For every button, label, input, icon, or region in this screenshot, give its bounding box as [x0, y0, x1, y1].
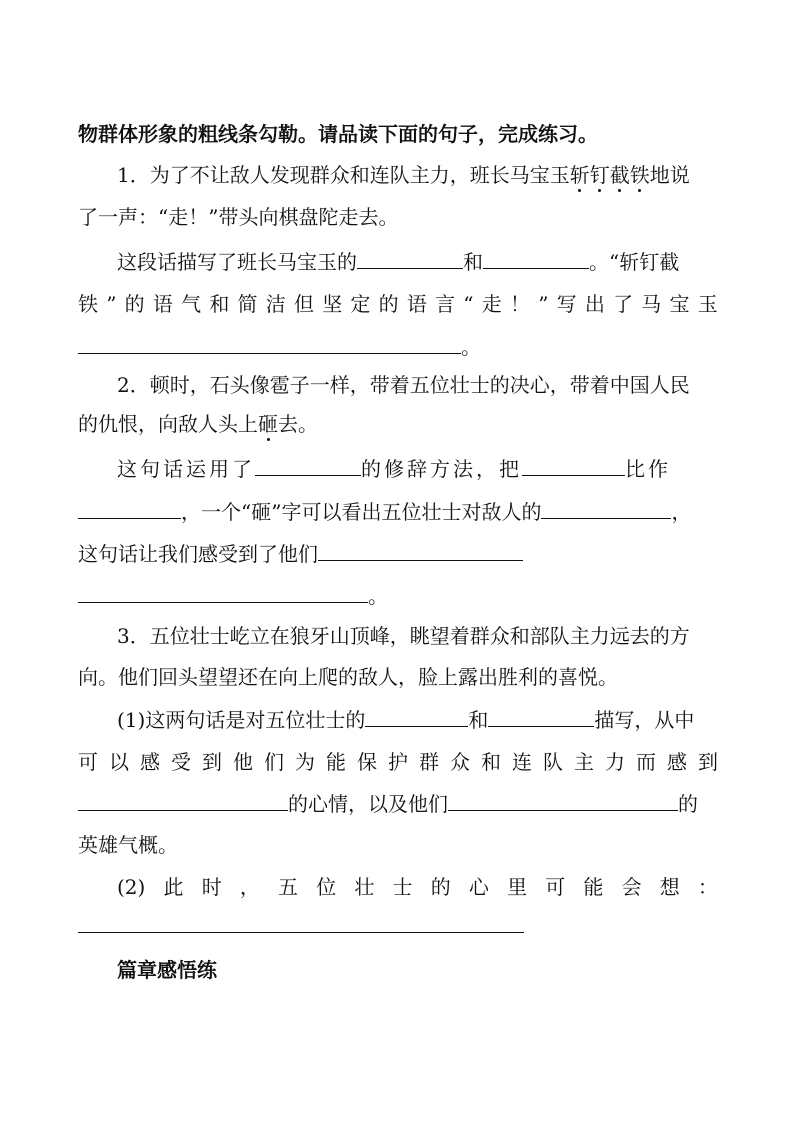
q3-line1: 3．五位壮士屹立在狼牙山顶峰，眺望着群众和部队主力远去的方 — [117, 624, 690, 648]
exercise-text: 这段话描写了班长马宝玉的 — [117, 250, 357, 274]
char: 但 — [293, 292, 314, 316]
char: 坚 — [322, 292, 343, 316]
exercise-text: 。 — [461, 335, 481, 359]
char: 力 — [605, 750, 625, 774]
char: 位 — [316, 875, 337, 899]
answer-blank[interactable] — [522, 457, 625, 476]
char: 受 — [171, 750, 191, 774]
char: 而 — [636, 750, 656, 774]
emphasis-char: 铁 — [629, 163, 650, 187]
char: 想 — [659, 875, 680, 899]
char: 洁 — [265, 292, 286, 316]
q2-exercise-line2 — [78, 498, 691, 526]
exercise-text: 这句话让我们感受到了他们 — [78, 542, 318, 566]
exercise-text: 。“斩钉截 — [589, 250, 680, 274]
char: 走 — [481, 292, 502, 316]
exercise-text: ，一个“砸”字可以看出五位壮士对敌人的 — [181, 500, 542, 524]
char: 言 — [435, 292, 456, 316]
q2-line1: 2．顿时，石头像雹子一样，带着五位壮士的决心，带着中国人民 — [117, 373, 690, 397]
answer-blank[interactable] — [365, 708, 468, 727]
char: 他 — [233, 750, 253, 774]
char: 感 — [667, 750, 687, 774]
char: ！ — [509, 292, 530, 316]
char: 为 — [295, 750, 315, 774]
char: 会 — [621, 875, 642, 899]
char: 以 — [109, 750, 129, 774]
char: 到 — [202, 750, 222, 774]
q3-part1-line3 — [78, 790, 698, 818]
char: ” — [106, 292, 117, 316]
q1-exercise-line3 — [78, 333, 481, 361]
char: 了 — [613, 292, 634, 316]
char: ， — [239, 875, 260, 899]
q1-line1-pre: 1．为了不让敌人发现群众和连队主力，班长马宝玉 — [117, 163, 570, 187]
char: 语 — [152, 292, 173, 316]
exercise-text: 这句话运用了 — [117, 457, 255, 481]
char: “ — [463, 292, 474, 316]
answer-blank[interactable] — [483, 250, 589, 269]
char: 和 — [481, 750, 501, 774]
char: 定 — [350, 292, 371, 316]
intro-text: 物群体形象的粗线条勾勒。请品读下面的句子，完成练习。 — [78, 122, 598, 146]
exercise-text: 的心情，以及他们 — [288, 792, 448, 816]
char: 众 — [450, 750, 470, 774]
q1-line1 — [117, 161, 690, 189]
q3-part1-line4: 英雄气概。 — [78, 833, 178, 857]
char: 的 — [378, 292, 399, 316]
char: 能 — [583, 875, 604, 899]
exercise-text: 描写，从中 — [594, 708, 695, 732]
char: 队 — [543, 750, 563, 774]
char: 到 — [698, 750, 718, 774]
char: 气 — [181, 292, 202, 316]
char: ： — [697, 875, 718, 899]
exercise-text: 的修辞方法，把 — [361, 457, 522, 481]
char: 马 — [641, 292, 662, 316]
exercise-text: 和 — [463, 250, 483, 274]
answer-blank[interactable] — [357, 250, 463, 269]
exercise-text: 。 — [368, 584, 388, 608]
exercise-text: ， — [671, 500, 692, 524]
char: 连 — [512, 750, 532, 774]
q3-part1-line1 — [117, 706, 694, 734]
char: 能 — [326, 750, 346, 774]
answer-blank[interactable] — [318, 542, 523, 561]
emphasis-char: 砸 — [258, 412, 278, 436]
section-heading: 篇章感悟练 — [117, 958, 217, 982]
char: 士 — [392, 875, 413, 899]
emphasis-char: 钉 — [589, 163, 610, 187]
char: 的 — [430, 875, 451, 899]
answer-blank[interactable] — [541, 500, 671, 519]
char: 五 — [278, 875, 299, 899]
answer-blank[interactable] — [488, 708, 594, 727]
char: 可 — [545, 875, 566, 899]
char: 的 — [124, 292, 145, 316]
char: 语 — [406, 292, 427, 316]
emphasis-char: 斩 — [569, 163, 590, 187]
q2-exercise-line3 — [78, 540, 523, 568]
exercise-text: 和 — [468, 708, 489, 732]
char: 保 — [357, 750, 377, 774]
char: 简 — [237, 292, 258, 316]
char: 们 — [264, 750, 284, 774]
answer-blank[interactable] — [78, 500, 181, 519]
q3-part2-line2 — [78, 912, 524, 940]
char: 里 — [507, 875, 528, 899]
char: 宝 — [669, 292, 690, 316]
q3-part2-line1 — [117, 873, 718, 901]
q3-line2: 向。他们回头望望还在向上爬的敌人，脸上露出胜利的喜悦。 — [78, 665, 618, 689]
answer-blank[interactable] — [78, 335, 461, 354]
char: (2) — [117, 875, 146, 899]
char: 护 — [388, 750, 408, 774]
q1-exercise-line1 — [117, 248, 679, 276]
q2-text: 去。 — [278, 412, 318, 436]
answer-blank[interactable] — [78, 792, 288, 811]
q1-exercise-line2 — [78, 290, 718, 318]
char: 主 — [574, 750, 594, 774]
char: 心 — [468, 875, 489, 899]
exercise-text: 比作 — [625, 457, 671, 481]
exercise-text: (1)这两句话是对五位壮士的 — [117, 708, 366, 732]
q2-exercise-line4 — [78, 582, 388, 610]
char: ” — [538, 292, 549, 316]
char: 壮 — [354, 875, 375, 899]
q1-line2: 了一声：“走！”带头向棋盘陀走去。 — [78, 205, 399, 229]
char: 感 — [140, 750, 160, 774]
q1-line1-post: 地说 — [649, 163, 690, 187]
answer-blank[interactable] — [78, 584, 368, 603]
char: 此 — [163, 875, 184, 899]
q2-exercise-line1 — [117, 455, 671, 483]
emphasis-char: 截 — [609, 163, 630, 187]
q2-line2 — [78, 410, 318, 438]
char: 铁 — [78, 292, 98, 316]
char: 出 — [584, 292, 605, 316]
char: 和 — [209, 292, 230, 316]
answer-blank[interactable] — [78, 914, 524, 933]
char: 写 — [556, 292, 577, 316]
char: 玉 — [697, 292, 718, 316]
answer-blank[interactable] — [255, 457, 361, 476]
char: 时 — [201, 875, 222, 899]
char: 可 — [78, 750, 98, 774]
exercise-text: 的 — [678, 792, 698, 816]
answer-blank[interactable] — [448, 792, 678, 811]
q3-part1-line2 — [78, 748, 718, 776]
q2-text: 的仇恨，向敌人头上 — [78, 412, 258, 436]
char: 群 — [419, 750, 439, 774]
